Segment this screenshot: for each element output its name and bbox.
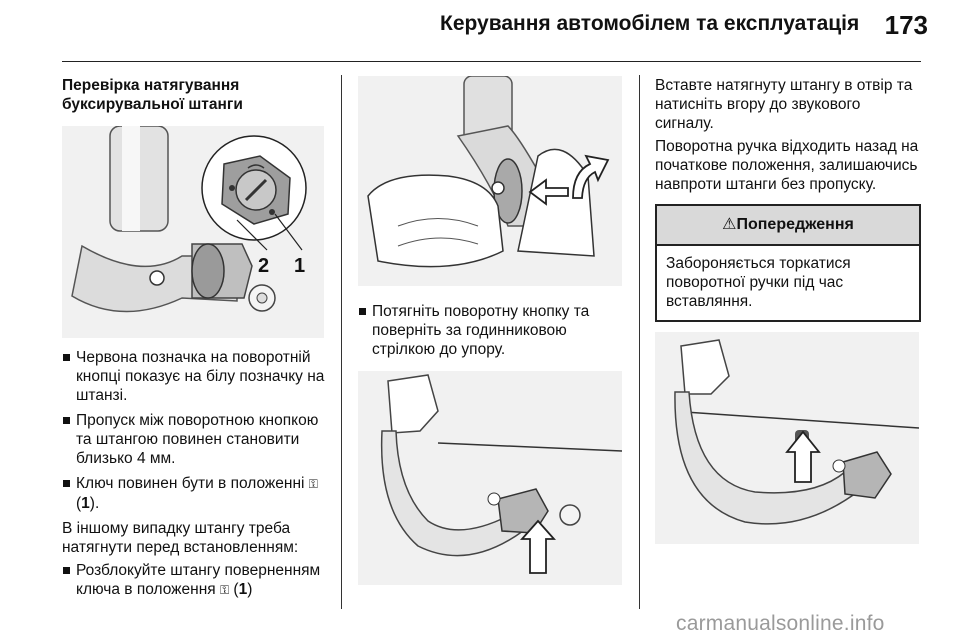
list-item-text: Ключ повинен бути в положенні (76, 475, 305, 492)
paragraph: В іншому випадку штангу треба натягнути перед встановленням: (62, 520, 299, 556)
page-number: 173 (884, 10, 928, 40)
callout-1: 1 (294, 255, 306, 277)
list-item: Потягніть поворотну кнопку та поверніть за годинниковою стрілкою до упору. (358, 302, 622, 359)
list-item: Ключ повинен бути в положенні ⚿ (1). (62, 474, 327, 513)
watermark: carmanualsonline.info (676, 612, 885, 635)
warning-box (655, 204, 921, 322)
key-position: 1 (81, 495, 90, 512)
list-item: Пропуск між поворотною кнопкою та штангою повинен становити близько 4 мм. (62, 411, 327, 468)
list-item: Розблокуйте штангу поверненням ключа в положення ⚿ (1) (62, 561, 327, 600)
unlock-list (62, 561, 327, 600)
callout-2: 2 (258, 255, 270, 277)
column-divider-1 (341, 75, 342, 609)
key-icon: ⚿ (308, 477, 318, 491)
warning-title: Попередження (736, 216, 854, 233)
warning-triangle-icon: ⚠ (722, 216, 737, 233)
figure-insert-bar-col3 (655, 332, 919, 544)
paragraph: Поворотна ручка відходить назад на початкове положення, залишаючись навпроти штанги без пропуску. (655, 138, 919, 193)
list-item-text: Розблокуйте штангу поверненням ключа в положення (76, 562, 321, 598)
figure-pull-turn (358, 76, 622, 286)
list-item: Червона позначка на поворотній кнопці показує на білу позначку на штанзі. (62, 348, 327, 405)
paragraph: Вставте натягнуту штангу в отвір та натисніть вгору до звукового сигналу. (655, 77, 913, 132)
column-divider-2 (639, 75, 640, 609)
column-3 (655, 76, 921, 544)
pull-list (358, 302, 622, 359)
warning-header (657, 206, 919, 246)
column-1 (62, 76, 327, 606)
figure-insert-bar-col2 (358, 371, 622, 585)
key-position: 1 (238, 581, 248, 598)
figure-knob-check (62, 126, 324, 338)
key-icon: ⚿ (219, 583, 230, 597)
section-title: Перевірка натягування буксирувальної штанги (62, 77, 243, 113)
column-2 (358, 76, 622, 585)
warning-text: Забороняється торкатися поворотної ручки під час вставляння. (666, 255, 851, 310)
header-title: Керування автомобілем та експлуатація (440, 12, 860, 35)
header-rule (62, 61, 921, 62)
check-list (62, 348, 327, 513)
